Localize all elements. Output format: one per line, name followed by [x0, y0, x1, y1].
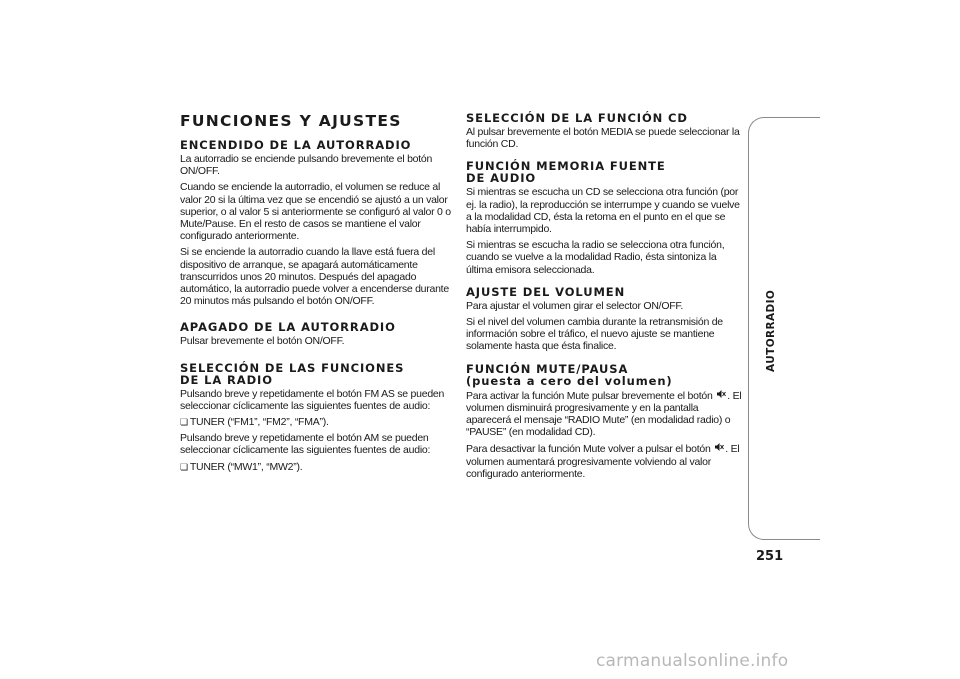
paragraph: Al pulsar brevemente el botón MEDIA se puede seleccionar la función CD.: [466, 126, 740, 151]
paragraph: Cuando se enciende la autorradio, el volumen se reduce al valor 20 si la última vez que se encendió se ajustó a un valor superior, o al valor 5 si anteriormente se configuró al valor 0 o Mute/Pause. En el resto de casos se mantiene el valor configurado anteriormente.: [180, 181, 451, 243]
text-run: Para desactivar la función Mute volver a pulsar el botón: [466, 443, 711, 456]
speaker-mute-icon: [716, 389, 726, 402]
paragraph: [466, 389, 744, 439]
text-run: .: [727, 389, 730, 402]
paragraph: Si mientras se escucha la radio se selecciona otra función, cuando se vuelve a la modalidad Radio, ésta sintoniza la última emisora seleccionada.: [466, 239, 725, 276]
text-run: Para activar la función Mute pulsar brevemente el botón: [466, 389, 713, 402]
heading-seleccion-cd: SELECCIÓN DE LA FUNCIÓN CD: [466, 111, 688, 125]
heading-line: FUNCIÓN MEMORIA FUENTE: [466, 159, 666, 174]
paragraph: Pulsando breve y repetidamente el botón AM se pueden seleccionar cíclicamente las siguientes fuentes de audio:: [180, 432, 431, 457]
paragraph: Pulsar brevemente el botón ON/OFF.: [180, 335, 345, 348]
heading-seleccion-funciones: [180, 362, 458, 386]
heading-apagado: APAGADO DE LA AUTORRADIO: [180, 320, 396, 335]
paragraph: Si mientras se escucha un CD se selecciona otra función (por ej. la radio), la reproducción se interrumpe y cuando se vuelve a la modalidad CD, ésta la retoma en el punto en el que se había interrumpido.: [466, 186, 740, 236]
section-main-title: FUNCIONES Y AJUSTES: [180, 112, 402, 130]
paragraph: Si el nivel del volumen cambia durante la retransmisión de información sobre el tráfico, el nuevo ajuste se mantiene solamente hasta que ésta finalice.: [466, 316, 723, 353]
heading-ajuste-volumen: AJUSTE DEL VOLUMEN: [466, 284, 626, 299]
heading-line: DE AUDIO: [466, 171, 537, 186]
text-run: .: [725, 443, 728, 456]
paragraph: [466, 442, 744, 480]
right-column: [466, 112, 744, 484]
speaker-mute-icon: [714, 442, 724, 455]
bullet-item: ❏ TUNER (“MW1”, “MW2”).: [180, 461, 458, 473]
paragraph: Si se enciende la autorradio cuando la llave está fuera del dispositivo de arranque, se apagará automáticamente transcurridos unos 20 minutos. Después del apagado automático, la autorradio puede volver a encenderse durante 20 minutos más pulsando el botón ON/OFF.: [180, 246, 449, 308]
heading-memoria-fuente: [466, 160, 744, 184]
heading-line: FUNCIÓN MUTE/PAUSA: [466, 361, 629, 376]
heading-mute-pausa: [466, 363, 744, 387]
paragraph: Pulsando breve y repetidamente el botón FM AS se pueden seleccionar cíclicamente las siguientes fuentes de audio:: [180, 387, 445, 412]
left-column: [180, 112, 458, 477]
side-section-label: AUTORRADIO: [765, 289, 777, 372]
page-number: 251: [756, 549, 784, 564]
text-run: El volumen disminuirá progresivamente y en la pantalla aparecerá el mensaje “RADIO Mute” (en modalidad radio) o “PAUSE” (en modalidad CD).: [466, 389, 742, 439]
heading-line: SELECCIÓN DE LAS FUNCIONES: [180, 360, 405, 375]
paragraph: Para ajustar el volumen girar el selector ON/OFF.: [466, 299, 684, 312]
heading-encendido: ENCENDIDO DE LA AUTORRADIO: [180, 138, 412, 152]
text-run: El volumen aumentará progresivamente volviendo al valor configurado anteriormente.: [466, 443, 740, 480]
bullet-item: ❏ TUNER (“FM1”, “FM2”, “FMA”).: [180, 416, 458, 428]
paragraph: La autorradio se enciende pulsando brevemente el botón ON/OFF.: [180, 153, 433, 178]
heading-line: (puesta a cero del volumen): [466, 373, 673, 388]
side-tab-frame: [748, 117, 820, 540]
heading-line: DE LA RADIO: [180, 372, 273, 387]
watermark: carmanualsonline.info: [596, 651, 789, 671]
